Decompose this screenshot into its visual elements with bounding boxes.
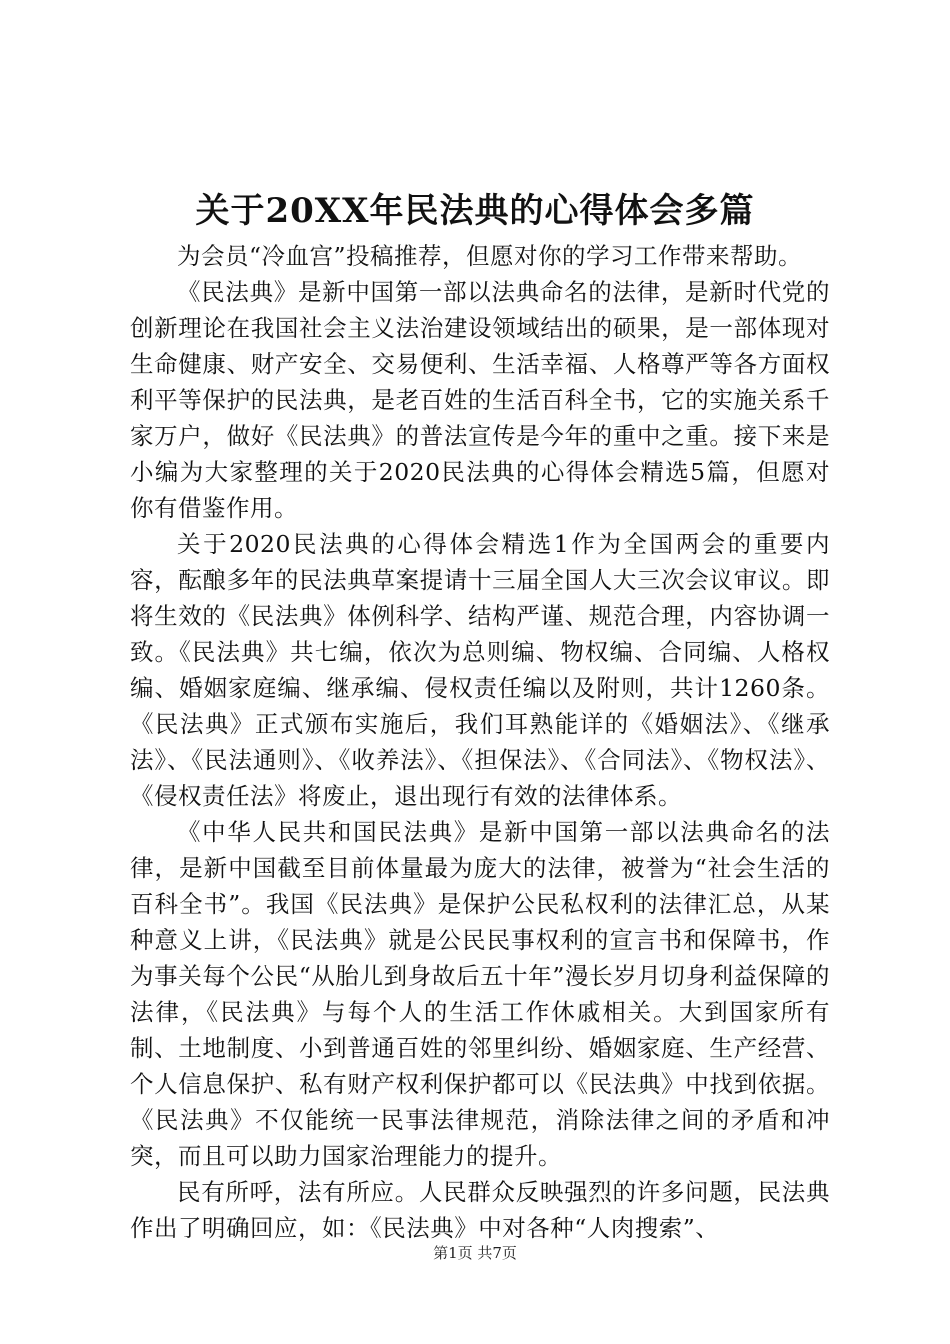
paragraph-response: 民有所呼，法有所应。人民群众反映强烈的许多问题，民法典作出了明确回应，如：《民法典》中对各种“人肉搜索”、 [130, 1178, 830, 1242]
paragraph-civil-code: 《中华人民共和国民法典》是新中国第一部以法典命名的法律，是新中国截至目前体量最为庞大的法律，被誉为“社会生活的百科全书”。我国《民法典》是保护公民私权利的法律汇总，从某种意义上讲，《民法典》就是公民民事权利的宣言书和保障书，作为事关每个公民“从胎儿到身故后五十年”漫长岁月切身利益保障的法律，《民法典》与每个人的生活工作休戚相关。大到国家所有制、土地制度、小到普通百姓的邻里纠纷、婚姻家庭、生产经营、个人信息保护、私有财产权利保护都可以《民法典》中找到依据。《民法典》不仅能统一民事法律规范，消除法律之间的矛盾和冲突，而且可以助力国家治理能力的提升。 [130, 818, 830, 1170]
document-body [130, 238, 830, 1246]
document-title: 关于20XX年民法典的心得体会多篇 [195, 191, 755, 231]
paragraph-intro: 为会员“冷血宫”投稿推荐，但愿对你的学习工作带来帮助。 [177, 242, 803, 270]
paragraph-essay-1: 关于2020民法典的心得体会精选1作为全国两会的重要内容，酝酿多年的民法典草案提请十三届全国人大三次会议审议。即将生效的《民法典》体例科学、结构严谨、规范合理，内容协调一致。《民法典》共七编，依次为总则编、物权编、合同编、人格权编、婚姻家庭编、继承编、侵权责任编以及附则，共计1260条。《民法典》正式颁布实施后，我们耳熟能详的《婚姻法》、《继承法》、《民法通则》、《收养法》、《担保法》、《合同法》、《物权法》、《侵权责任法》将废止，退出现行有效的法律体系。 [130, 530, 830, 810]
page-number-footer: 第1页 共7页 [433, 1244, 517, 1262]
paragraph-overview: 《民法典》是新中国第一部以法典命名的法律，是新时代党的创新理论在我国社会主义法治建设领域结出的硕果，是一部体现对生命健康、财产安全、交易便利、生活幸福、人格尊严等各方面权利平等保护的民法典，是老百姓的生活百科全书，它的实施关系千家万户，做好《民法典》的普法宣传是今年的重中之重。接下来是小编为大家整理的关于2020民法典的心得体会精选5篇，但愿对你有借鉴作用。 [130, 278, 830, 522]
